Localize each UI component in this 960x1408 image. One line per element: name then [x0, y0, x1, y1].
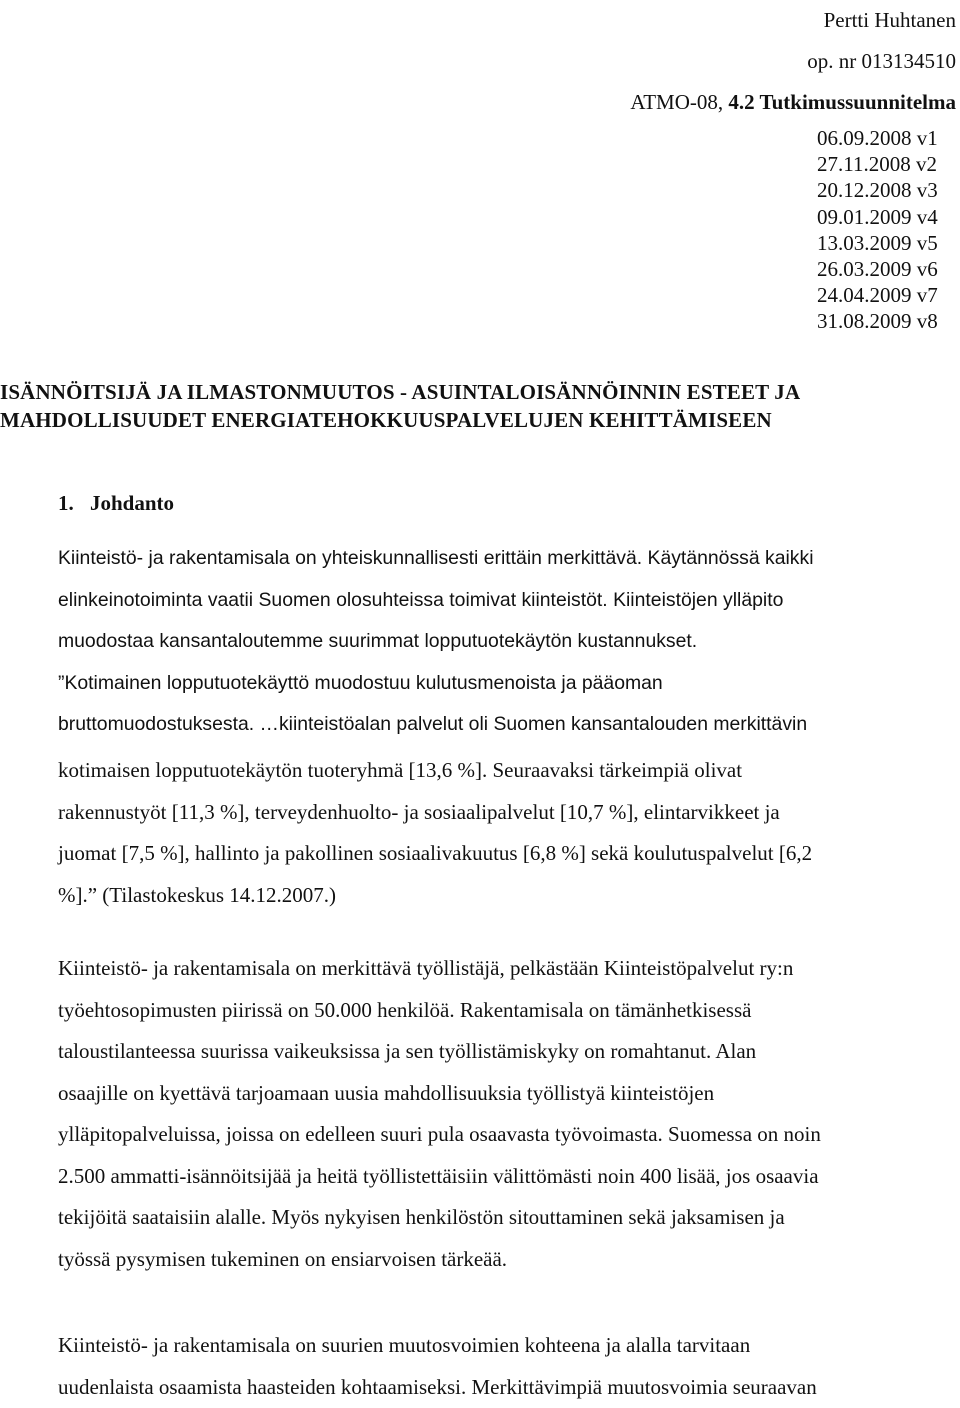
title-line: MAHDOLLISUUDET ENERGIATEHOKKUUSPALVELUJEN KEHITTÄMISEEN [0, 406, 960, 434]
paragraph-line: työehtosopimusten piirissä on 50.000 henkilöä. Rakentamisala on tämänhetkisessä [58, 990, 948, 1032]
version-entry: 31.08.2009 v8 [817, 308, 938, 334]
paragraph-line: osaajille on kyettävä tarjoamaan uusia mahdollisuuksia työllistyä kiinteistöjen [58, 1073, 948, 1115]
paragraph-line: %].” (Tilastokeskus 14.12.2007.) [58, 875, 948, 917]
intro-paragraph [58, 538, 948, 746]
student-number: op. nr 013134510 [630, 41, 956, 82]
paragraph-line: Kiinteistö- ja rakentamisala on merkittävä työllistäjä, pelkästään Kiinteistöpalvelut ry:n [58, 948, 948, 990]
paragraph-line: 2.500 ammatti-isännöitsijää ja heitä työllistettäisiin välittömästi noin 400 lisää, jos osaavia [58, 1156, 948, 1198]
document-header [630, 0, 956, 123]
paragraph-line: uudenlaista osaamista haasteiden kohtaamiseksi. Merkittävimpiä muutosvoimia seuraavan [58, 1367, 948, 1408]
paragraph-line: kotimaisen lopputuotekäytön tuoteryhmä [13,6 %]. Seuraavaksi tärkeimpiä olivat [58, 750, 948, 792]
version-entry: 27.11.2008 v2 [817, 151, 938, 177]
title-line: ISÄNNÖITSIJÄ JA ILMASTONMUUTOS - ASUINTALOISÄNNÖINNIN ESTEET JA [0, 378, 960, 406]
paragraph-line: Kiinteistö- ja rakentamisala on yhteiskunnallisesti erittäin merkittävä. Käytännössä kaikki [58, 538, 948, 580]
section-title: Johdanto [90, 491, 174, 515]
paragraph-line: ”Kotimainen lopputuotekäyttö muodostuu kulutusmenoista ja pääoman [58, 663, 948, 705]
version-entry: 26.03.2009 v6 [817, 256, 938, 282]
version-entry: 13.03.2009 v5 [817, 230, 938, 256]
section-heading [58, 488, 174, 518]
section-number: 1. [58, 488, 90, 518]
paragraph-line: muodostaa kansantaloutemme suurimmat lopputuotekäytön kustannukset. [58, 621, 948, 663]
paragraph-line: rakennustyöt [11,3 %], terveydenhuolto- ja sosiaalipalvelut [10,7 %], elintarvikkeet ja [58, 792, 948, 834]
paragraph-line: työssä pysymisen tukeminen on ensiarvoisen tärkeää. [58, 1239, 948, 1281]
paragraph-line: elinkeinotoiminta vaatii Suomen olosuhteissa toimivat kiinteistöt. Kiinteistöjen ylläpito [58, 580, 948, 622]
employment-paragraph [58, 948, 948, 1280]
paragraph-line: Kiinteistö- ja rakentamisala on suurien muutosvoimien kohteena ja alalla tarvitaan [58, 1325, 948, 1367]
author-name: Pertti Huhtanen [630, 0, 956, 41]
version-history [817, 125, 938, 335]
version-entry: 06.09.2008 v1 [817, 125, 938, 151]
course-info [630, 82, 956, 123]
paragraph-line: taloustilanteessa suurissa vaikeuksissa ja sen työllistämiskyky on romahtanut. Alan [58, 1031, 948, 1073]
paragraph-line: tekijöitä saataisiin alalle. Myös nykyisen henkilöstön sitouttaminen sekä jaksamisen ja [58, 1197, 948, 1239]
version-entry: 24.04.2009 v7 [817, 282, 938, 308]
version-entry: 09.01.2009 v4 [817, 204, 938, 230]
version-entry: 20.12.2008 v3 [817, 177, 938, 203]
course-prefix: ATMO-08, [630, 90, 728, 114]
change-forces-paragraph [58, 1325, 948, 1408]
paragraph-line: bruttomuodostuksesta. …kiinteistöalan palvelut oli Suomen kansantalouden merkittävin [58, 704, 948, 746]
paragraph-line: juomat [7,5 %], hallinto ja pakollinen sosiaalivakuutus [6,8 %] sekä koulutuspalvelut [6,2 [58, 833, 948, 875]
intro-paragraph-continued [58, 750, 948, 916]
document-title [0, 378, 960, 434]
course-assignment: 4.2 Tutkimussuunnitelma [728, 90, 956, 114]
paragraph-line: ylläpitopalveluissa, joissa on edelleen suuri pula osaavasta työvoimasta. Suomessa on noin [58, 1114, 948, 1156]
